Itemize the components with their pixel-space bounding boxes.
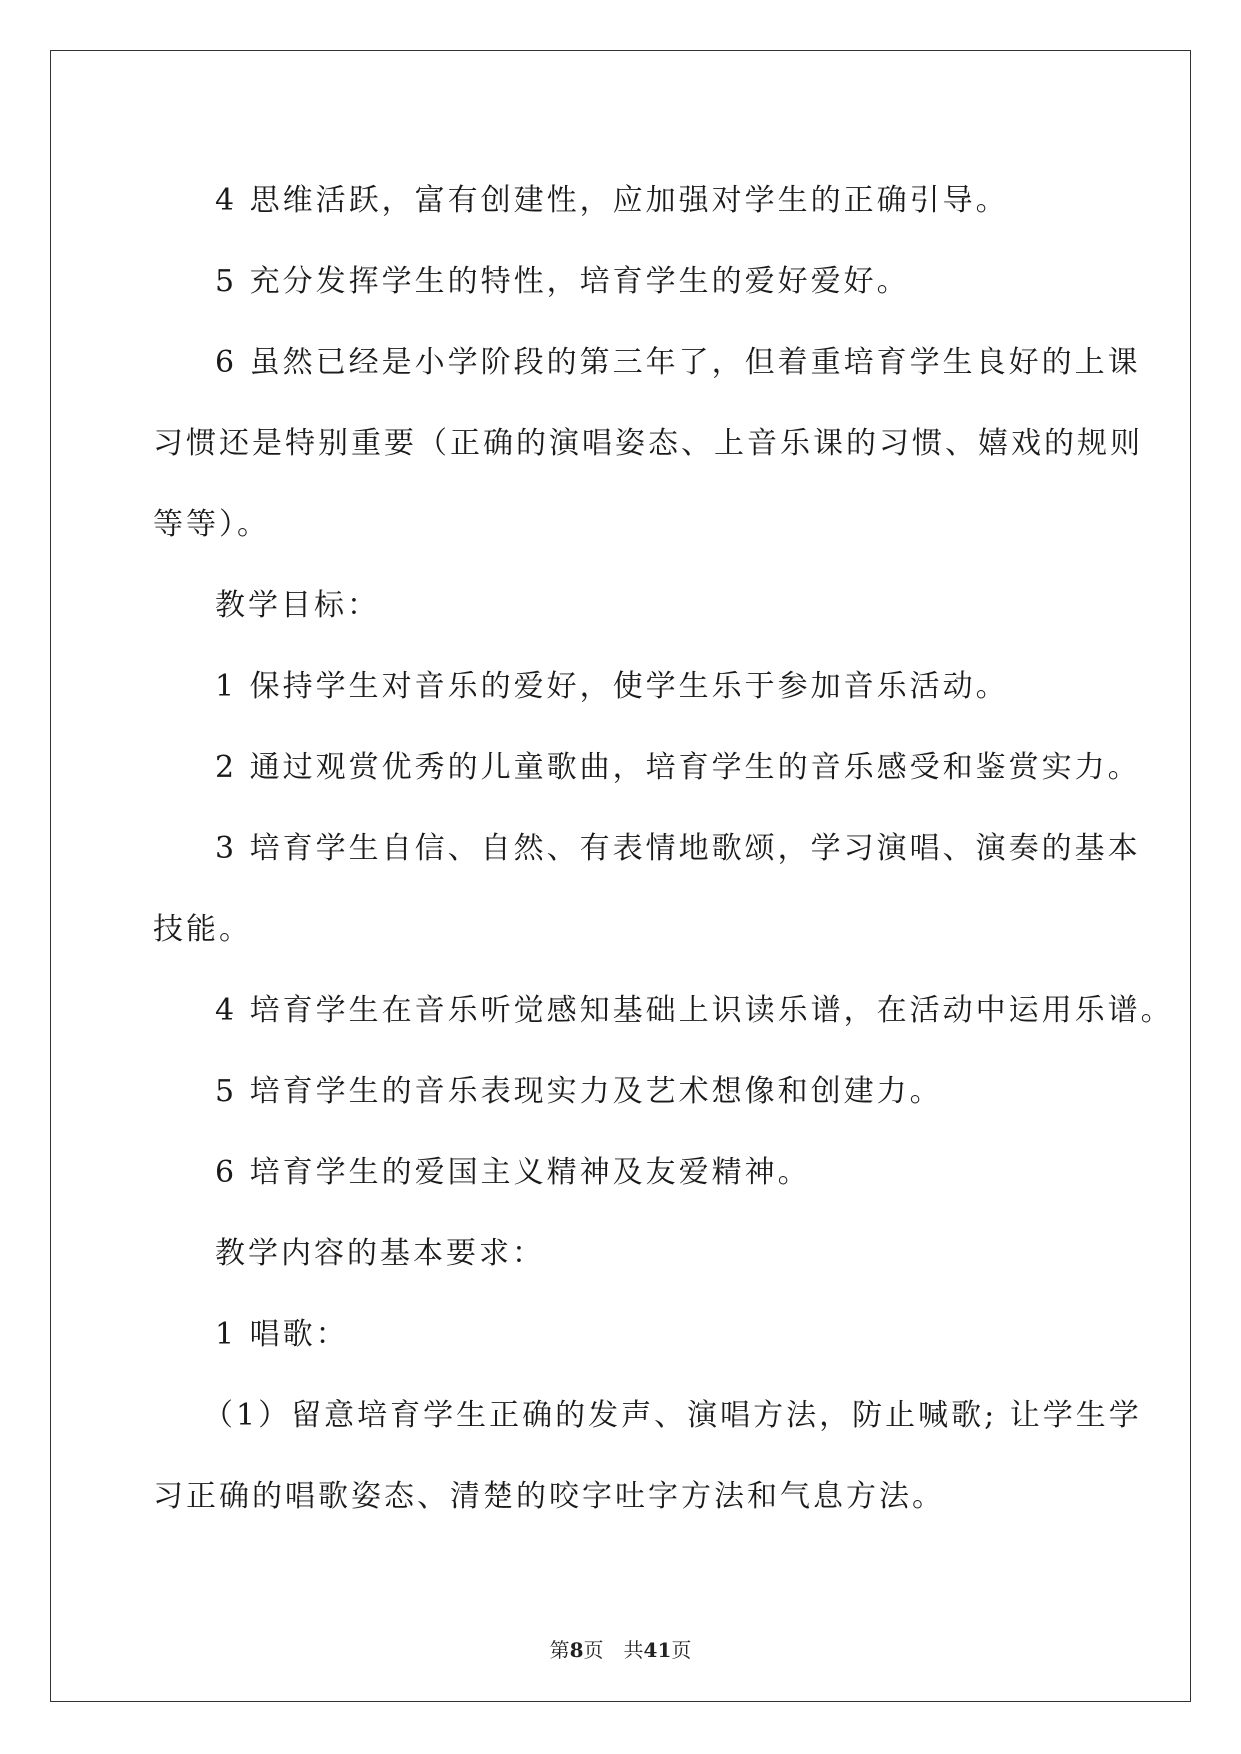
footer-suffix: 页	[671, 1638, 692, 1662]
paragraph-1	[153, 160, 1093, 241]
text-line: 5 培育学生的音乐表现实力及艺术想像和创建力。	[215, 1074, 943, 1109]
footer-prefix: 第	[549, 1638, 570, 1662]
paragraph-6	[153, 727, 1141, 808]
paragraph-2	[153, 241, 1093, 322]
paragraph-9	[153, 1051, 1093, 1132]
paragraph-3	[153, 322, 1143, 565]
current-page-number: 8	[569, 1638, 584, 1662]
text-line: 1 唱歌：	[215, 1317, 349, 1352]
total-page-count: 41	[643, 1638, 672, 1662]
section-heading-teaching-goals	[153, 565, 1093, 646]
text-line: 1 保持学生对音乐的爱好，使学生乐于参加音乐活动。	[215, 669, 1009, 704]
paragraph-7	[153, 808, 1141, 970]
section-heading-content-requirements	[153, 1213, 1093, 1294]
paragraph-10	[153, 1132, 1093, 1213]
text-line: 5 充分发挥学生的特性，培育学生的爱好爱好。	[215, 264, 910, 299]
footer-middle: 页 共	[583, 1638, 644, 1662]
page-footer	[0, 1634, 1241, 1663]
text-line: 习惯还是特别重要（正确的演唱姿态、上音乐课的习惯、嬉戏的规则	[153, 426, 1143, 461]
text-line: 3 培育学生自信、自然、有表情地歌颂，学习演唱、演奏的基本	[215, 831, 1141, 866]
text-line: 4 培育学生在音乐听觉感知基础上识读乐谱，在活动中运用乐谱。	[215, 993, 1174, 1028]
paragraph-8	[153, 970, 1174, 1051]
text-line: （1）留意培育学生正确的发声、演唱方法，防止喊歌; 让学生学	[203, 1398, 1142, 1433]
text-line: 教学目标：	[215, 588, 380, 623]
text-line: 习正确的唱歌姿态、清楚的咬字吐字方法和气息方法。	[153, 1479, 945, 1514]
text-line: 6 虽然已经是小学阶段的第三年了，但着重培育学生良好的上课	[215, 345, 1141, 380]
paragraph-5	[153, 646, 1093, 727]
paragraph-13	[153, 1375, 1142, 1537]
text-line: 等等）。	[153, 507, 270, 542]
text-line: 4 思维活跃，富有创建性，应加强对学生的正确引导。	[215, 183, 1009, 218]
subheading-singing	[153, 1294, 1093, 1375]
text-line: 技能。	[153, 912, 252, 947]
text-line: 6 培育学生的爱国主义精神及友爱精神。	[215, 1155, 811, 1190]
document-body	[153, 160, 1174, 1537]
text-line: 教学内容的基本要求：	[215, 1236, 545, 1271]
text-line: 2 通过观赏优秀的儿童歌曲，培育学生的音乐感受和鉴赏实力。	[215, 750, 1141, 785]
